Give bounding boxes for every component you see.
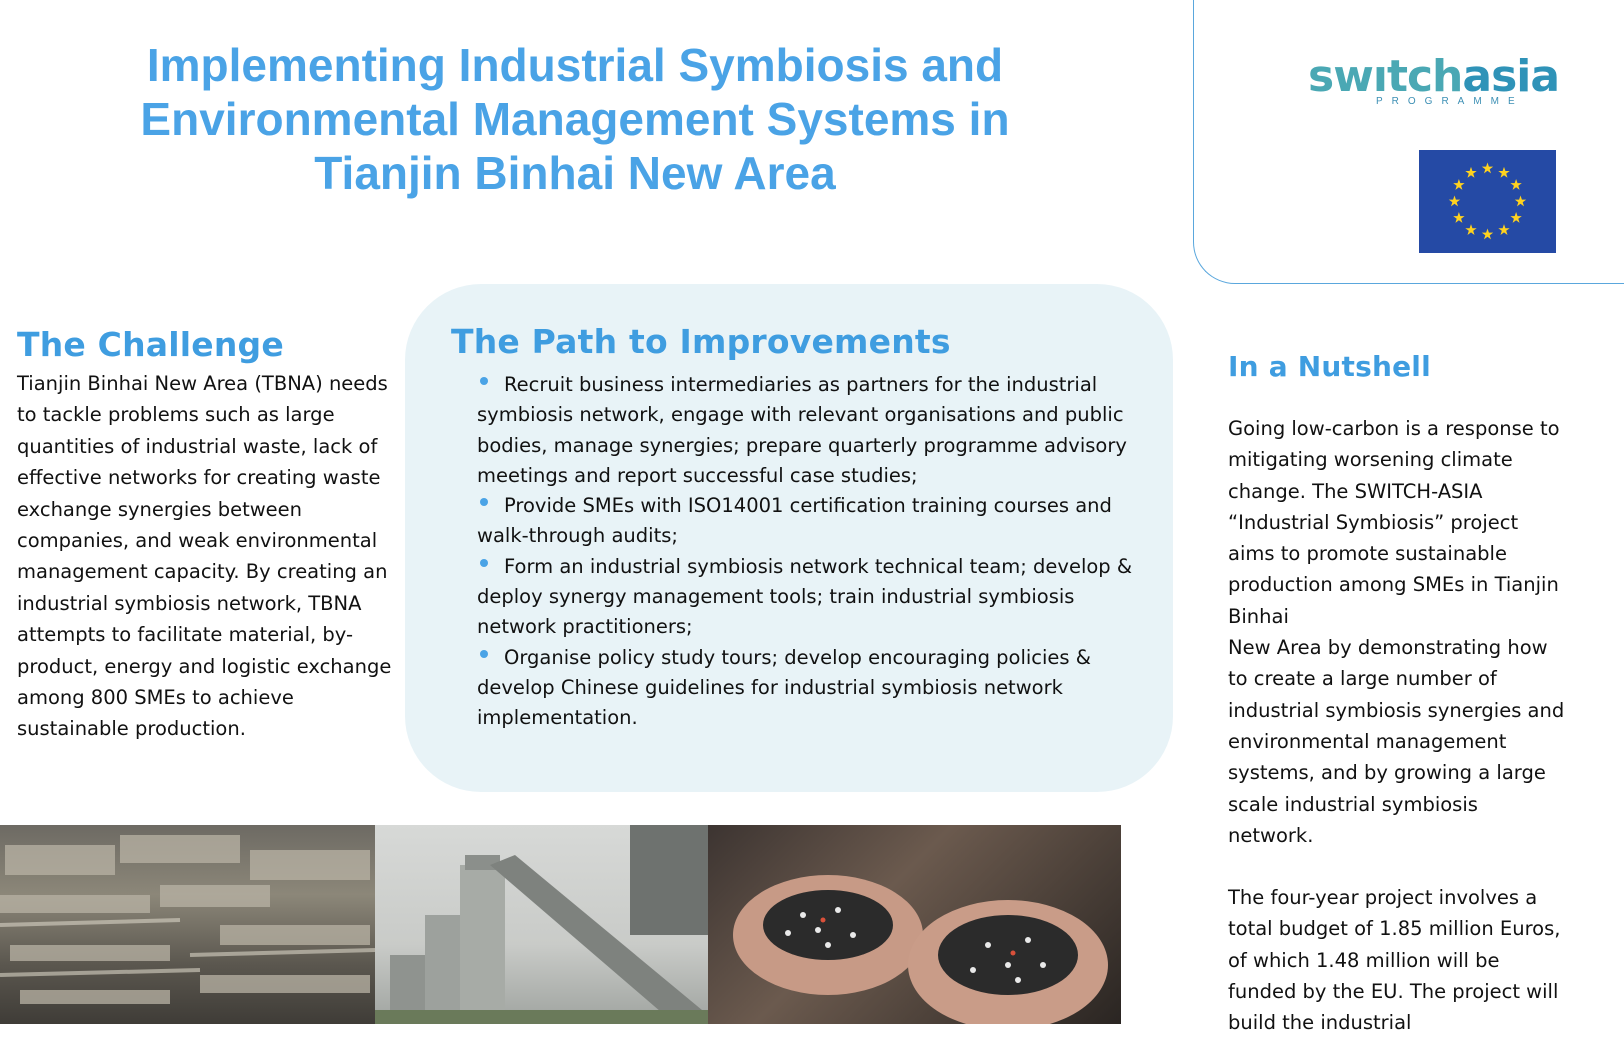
title-line-2: Environmental Management Systems in [140,93,1010,145]
eu-star-icon [1453,212,1464,223]
eu-star-icon [1482,163,1493,174]
path-item: Form an industrial symbiosis network technical team; develop & deploy synergy management tools; train industrial symbiosis network practitioners; [477,552,1157,643]
eu-star-icon [1498,224,1509,235]
path-heading: The Path to Improvements [451,322,951,361]
eu-star-icon [1482,229,1493,240]
challenge-heading: The Challenge [17,325,284,364]
nutshell-body [1228,413,1568,1039]
eu-star-icon [1510,212,1521,223]
poster-title [70,38,1080,200]
eu-flag-icon [1419,150,1556,253]
wordmark-dotless-i: ı [1372,51,1387,102]
path-item: Recruit business intermediaries as partners for the industrial symbiosis network, engage with relevant organisations and public bodies, manage synergies; prepare quarterly programme advisory meetings and report successful case studies; [477,370,1157,491]
nutshell-paragraph-2: The four-year project involves a total budget of 1.85 million Euros, of which 1.48 million will be funded by the EU. The project will build the industrial [1228,886,1561,1035]
eu-star-icon [1498,167,1509,178]
photo-pallets [0,825,375,1024]
wordmark-part-tch: tch [1386,51,1463,102]
hands-illustration [708,825,1121,1024]
path-item: Organise policy study tours; develop encouraging policies & develop Chinese guidelines for industrial symbiosis network implementation. [477,643,1157,734]
eu-star-icon [1453,179,1464,190]
switch-asia-logo [1308,51,1560,112]
title-line-3: Tianjin Binhai New Area [314,147,836,199]
eu-star-icon [1465,167,1476,178]
path-item: Provide SMEs with ISO14001 certification training courses and walk-through audits; [477,491,1157,552]
silos-illustration [375,825,708,1024]
challenge-body: Tianjin Binhai New Area (TBNA) needs to tackle problems such as large quantities of industrial waste, lack of effective networks for creating waste exchange synergies between companies, and weak environmental management capacity. By creating an industrial symbiosis network, TBNA attempts to facilitate material, by-product, energy and logistic exchange among 800 SMEs to achieve sustainable production. [17,372,392,741]
eu-star-icon [1510,179,1521,190]
programme-label: PROGRAMME [1376,96,1524,107]
photo-silos [375,825,708,1024]
wordmark-part-sw: sw [1308,51,1373,102]
eu-star-icon [1465,224,1476,235]
eu-star-icon [1449,196,1460,207]
pallets-illustration [0,825,375,1024]
logo-frame [1193,0,1624,284]
title-line-1: Implementing Industrial Symbiosis and [146,39,1004,91]
nutshell-heading: In a Nutshell [1228,350,1431,383]
nutshell-paragraph-1: Going low-carbon is a response to mitigating worsening climate change. The SWITCH-ASIA “Industrial Symbiosis” project aims to promote sustainable production among SMEs in Tianjin Binhai New Area by demonstrating how to create a large number of industrial symbiosis synergies and environmental management systems, and by growing a large scale industrial symbiosis network. [1228,417,1565,847]
eu-star-icon [1515,196,1526,207]
wordmark-part-asia: asia [1462,51,1560,102]
photo-plastic-granules [708,825,1121,1024]
switch-asia-wordmark [1308,52,1559,102]
eu-stars [1419,150,1556,253]
path-list [477,370,1157,734]
